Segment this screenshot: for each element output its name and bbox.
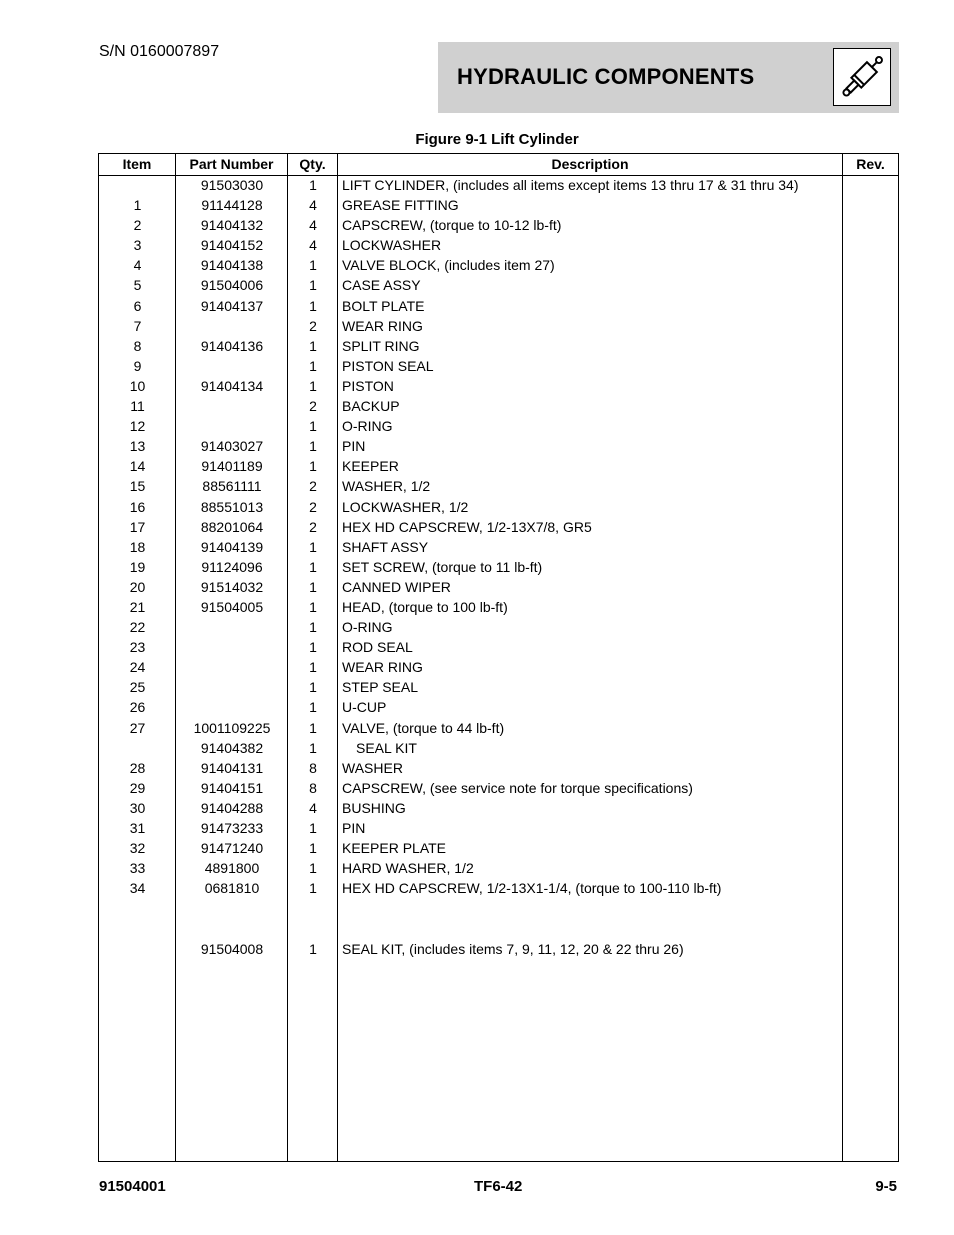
table-row (99, 618, 898, 638)
part-number-cell: 91404152 (200, 237, 264, 254)
qty-cell: 1 (309, 639, 317, 656)
part-number-cell: 91404137 (200, 297, 264, 314)
description-cell: PISTON SEAL (342, 357, 434, 374)
table-row (99, 176, 898, 196)
table-row (99, 276, 898, 296)
description-cell: CAPSCREW, (see service note for torque specifications) (342, 779, 693, 796)
description-cell: CAPSCREW, (torque to 10-12 lb-ft) (342, 217, 562, 234)
item-cell: 33 (129, 860, 146, 877)
item-cell: 32 (129, 840, 146, 857)
table-row (99, 477, 898, 497)
column-header-rev: Rev. (856, 156, 885, 172)
table-row (99, 879, 898, 899)
part-number-cell: 88561111 (202, 478, 262, 495)
qty-cell: 2 (309, 518, 317, 535)
description-cell: SEAL KIT, (includes items 7, 9, 11, 12, 20 & 22 thru 26) (342, 940, 684, 957)
section-banner (438, 42, 899, 113)
column-header-description: Description (551, 156, 629, 172)
qty-cell: 1 (309, 739, 317, 756)
qty-cell: 1 (309, 719, 317, 736)
table-row (99, 598, 898, 618)
item-cell: 5 (133, 277, 142, 294)
table-row (99, 216, 898, 236)
item-cell: 2 (133, 217, 142, 234)
part-number-cell: 91404132 (200, 217, 264, 234)
part-number-cell: 91473233 (200, 820, 264, 836)
description-cell: U-CUP (342, 699, 387, 716)
item-cell: 28 (129, 759, 146, 776)
qty-cell: 1 (309, 820, 317, 836)
footer-page-number: 9-5 (875, 1178, 897, 1195)
description-cell: PIN (342, 438, 366, 455)
table-row (99, 839, 898, 859)
description-cell: PIN (342, 820, 366, 836)
item-cell: 16 (129, 498, 146, 515)
description-cell: HEX HD CAPSCREW, 1/2-13X7/8, GR5 (342, 518, 592, 535)
table-row (99, 377, 898, 397)
part-number-cell: 91404151 (200, 779, 264, 796)
description-cell: KEEPER (342, 458, 399, 475)
qty-cell: 8 (309, 779, 317, 796)
description-cell: CASE ASSY (342, 277, 421, 294)
part-number-cell: 91124096 (201, 558, 263, 575)
qty-cell: 2 (309, 317, 317, 334)
part-number-cell: 88201064 (200, 518, 264, 535)
qty-cell: 1 (309, 619, 317, 636)
description-cell: GREASE FITTING (342, 197, 459, 214)
description-cell: O-RING (342, 619, 393, 636)
table-row (99, 678, 898, 698)
description-cell: BACKUP (342, 398, 400, 415)
description-cell: SPLIT RING (342, 337, 420, 354)
qty-cell: 1 (309, 860, 317, 877)
part-number-cell: 91514032 (200, 578, 264, 595)
part-number-cell: 91404138 (200, 257, 264, 274)
table-row (99, 437, 898, 457)
qty-cell: 1 (309, 458, 317, 475)
column-header-qty: Qty. (299, 156, 326, 172)
item-cell: 19 (129, 558, 146, 575)
item-cell: 11 (130, 398, 145, 415)
item-cell: 34 (129, 880, 146, 897)
description-cell: VALVE BLOCK, (includes item 27) (342, 257, 555, 274)
table-row (99, 578, 898, 598)
footer-document-number: 91504001 (99, 1178, 166, 1195)
description-cell: ROD SEAL (342, 639, 413, 656)
part-number-cell: 91404131 (200, 759, 264, 776)
part-number-cell: 91404139 (200, 538, 264, 555)
description-cell: SET SCREW, (torque to 11 lb-ft) (342, 558, 543, 575)
part-number-cell: 1001109225 (193, 719, 271, 736)
description-cell: BOLT PLATE (342, 297, 425, 314)
table-row (99, 196, 898, 216)
part-number-cell: 88551013 (200, 498, 264, 515)
description-cell: WEAR RING (342, 317, 423, 334)
qty-cell: 1 (309, 598, 317, 615)
qty-cell: 1 (309, 578, 317, 595)
table-row (99, 337, 898, 357)
qty-cell: 1 (309, 418, 317, 435)
item-cell: 12 (129, 418, 146, 435)
item-cell: 6 (133, 297, 142, 314)
description-cell: WASHER (342, 759, 403, 776)
item-cell: 25 (129, 679, 146, 696)
table-row (99, 457, 898, 477)
part-number-cell: 91503030 (200, 177, 264, 193)
part-number-cell: 91504005 (200, 598, 264, 615)
table-row (99, 779, 898, 799)
table-row (99, 739, 898, 759)
description-cell: VALVE, (torque to 44 lb-ft) (342, 719, 505, 736)
part-number-cell: 91404382 (200, 739, 264, 756)
item-cell: 22 (129, 619, 146, 636)
qty-cell: 2 (309, 498, 317, 515)
qty-cell: 1 (309, 679, 317, 696)
item-cell: 26 (129, 699, 146, 716)
table-row (99, 558, 898, 578)
part-number-cell: 91404288 (200, 799, 264, 816)
qty-cell: 8 (309, 759, 317, 776)
column-header-part-number: Part Number (189, 156, 274, 172)
item-cell: 9 (133, 357, 142, 374)
description-cell: LOCKWASHER, 1/2 (342, 498, 469, 515)
table-row (99, 919, 898, 939)
item-cell: 1 (133, 197, 142, 214)
part-number-cell: 91404134 (200, 377, 264, 394)
qty-cell: 1 (309, 337, 317, 354)
table-row (99, 698, 898, 718)
table-body (99, 176, 898, 960)
figure-title: Figure 9-1 Lift Cylinder (415, 131, 579, 148)
table-row (99, 940, 898, 960)
part-number-cell: 91504006 (200, 277, 264, 294)
item-cell: 15 (129, 478, 146, 495)
table-row (99, 819, 898, 839)
item-cell: 24 (129, 659, 146, 676)
qty-cell: 1 (309, 699, 317, 716)
qty-cell: 2 (309, 478, 317, 495)
description-cell: HARD WASHER, 1/2 (342, 860, 474, 877)
description-cell: LIFT CYLINDER, (includes all items except items 13 thru 17 & 31 thru 34) (342, 177, 799, 193)
item-cell: 8 (133, 337, 142, 354)
description-cell: PISTON (342, 377, 394, 394)
description-cell: O-RING (342, 418, 393, 435)
qty-cell: 1 (309, 377, 317, 394)
table-row (99, 759, 898, 779)
part-number-cell: 91404136 (200, 337, 264, 354)
description-cell: KEEPER PLATE (342, 840, 447, 857)
table-row (99, 297, 898, 317)
qty-cell: 1 (309, 538, 317, 555)
table-row (99, 236, 898, 256)
part-number-cell: 0681810 (204, 880, 260, 897)
qty-cell: 4 (309, 237, 317, 254)
qty-cell: 4 (309, 217, 317, 234)
table-row (99, 719, 898, 739)
table-row (99, 859, 898, 879)
item-cell: 20 (129, 578, 146, 595)
table-row (99, 638, 898, 658)
table-row (99, 397, 898, 417)
qty-cell: 1 (309, 840, 317, 857)
table-row (99, 518, 898, 538)
table-row (99, 357, 898, 377)
item-cell: 29 (129, 779, 146, 796)
qty-cell: 1 (309, 659, 317, 676)
table-row (99, 498, 898, 518)
table-row (99, 256, 898, 276)
item-cell: 30 (129, 799, 146, 816)
item-cell: 14 (129, 458, 146, 475)
serial-number: S/N 0160007897 (99, 43, 220, 60)
description-cell: HEAD, (torque to 100 lb-ft) (342, 598, 508, 615)
table-row (99, 538, 898, 558)
item-cell: 4 (133, 257, 142, 274)
part-number-cell: 91144128 (201, 197, 263, 214)
qty-cell: 1 (309, 277, 317, 294)
description-cell: HEX HD CAPSCREW, 1/2-13X1-1/4, (torque to 100-110 lb-ft) (342, 880, 722, 897)
parts-table (98, 153, 899, 1162)
description-cell: WEAR RING (342, 659, 423, 676)
part-number-cell: 91403027 (200, 438, 264, 455)
part-number-cell: 4891800 (204, 860, 260, 877)
section-title: HYDRAULIC COMPONENTS (457, 64, 755, 89)
qty-cell: 1 (309, 940, 317, 957)
table-row (99, 899, 898, 919)
description-cell: SEAL KIT (356, 739, 417, 756)
item-cell: 23 (129, 639, 146, 656)
table-row (99, 658, 898, 678)
table-row (99, 799, 898, 819)
item-cell: 7 (133, 317, 142, 334)
part-number-cell: 91401189 (201, 458, 263, 475)
item-cell: 17 (129, 518, 146, 535)
footer-model: TF6-42 (474, 1178, 523, 1195)
item-cell: 18 (129, 538, 146, 555)
table-row (99, 417, 898, 437)
qty-cell: 1 (309, 257, 317, 274)
qty-cell: 4 (309, 197, 317, 214)
table-row (99, 317, 898, 337)
column-header-item: Item (122, 156, 152, 172)
item-cell: 27 (129, 719, 146, 736)
description-cell: CANNED WIPER (342, 578, 451, 595)
hydraulic-cylinder-icon (833, 48, 891, 106)
qty-cell: 1 (309, 297, 317, 314)
description-cell: SHAFT ASSY (342, 538, 429, 555)
part-number-cell: 91471240 (200, 840, 264, 857)
item-cell: 3 (133, 237, 142, 254)
description-cell: WASHER, 1/2 (342, 478, 431, 495)
item-cell: 31 (129, 820, 146, 836)
description-cell: BUSHING (342, 799, 406, 816)
qty-cell: 1 (309, 558, 317, 575)
qty-cell: 1 (309, 357, 317, 374)
qty-cell: 1 (309, 177, 317, 193)
description-cell: LOCKWASHER (342, 237, 442, 254)
item-cell: 13 (129, 438, 146, 455)
description-cell: STEP SEAL (342, 679, 419, 696)
part-number-cell: 91504008 (200, 940, 264, 957)
item-cell: 21 (129, 598, 146, 615)
qty-cell: 4 (309, 799, 317, 816)
qty-cell: 1 (309, 880, 317, 897)
qty-cell: 1 (309, 438, 317, 455)
item-cell: 10 (129, 377, 146, 394)
qty-cell: 2 (309, 398, 317, 415)
